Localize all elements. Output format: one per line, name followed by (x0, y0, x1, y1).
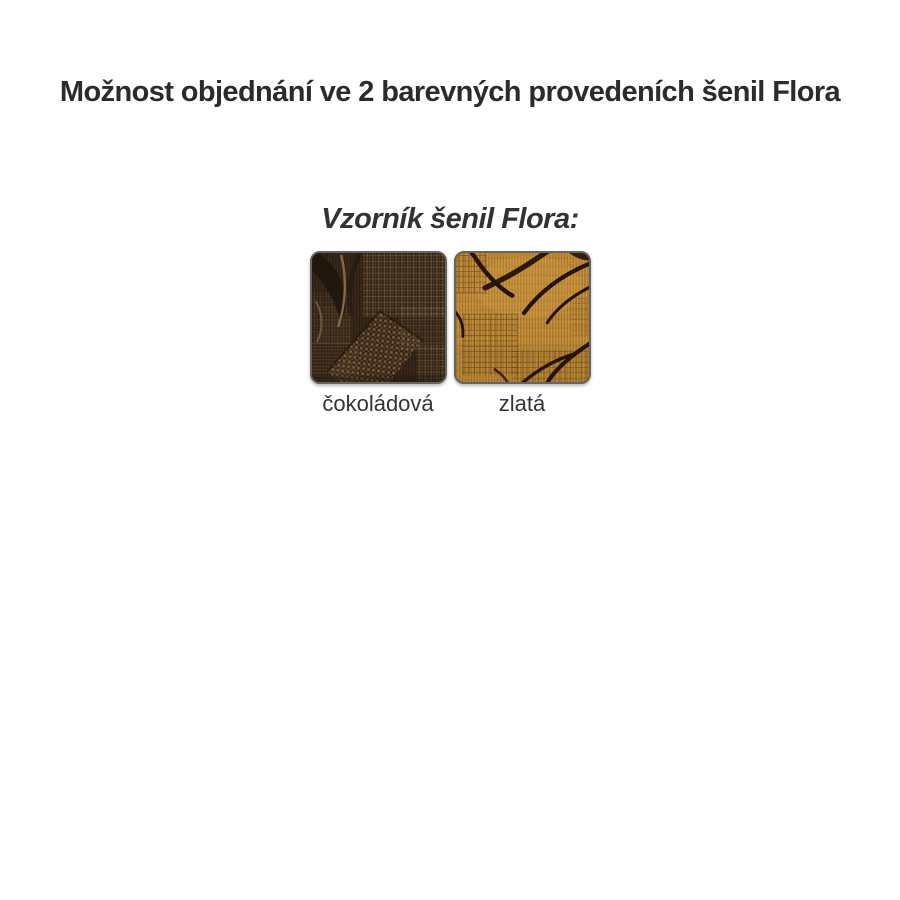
swatch-gold-image (454, 251, 591, 384)
chocolate-fabric-texture (312, 253, 445, 382)
swatch-label-gold: zlatá (498, 391, 546, 416)
fabric-swatch-row (0, 251, 900, 384)
sample-book-subtitle: Vzorník šenil Flora: (321, 203, 579, 235)
swatch-label-row (0, 391, 900, 417)
swatch-chocolate-image (310, 251, 447, 384)
swatch-label-chocolate: čokoládová (322, 391, 434, 416)
gold-fabric-texture (456, 253, 589, 382)
page-title: Možnost objednání ve 2 barevných provedeních šenil Flora (59, 76, 841, 108)
